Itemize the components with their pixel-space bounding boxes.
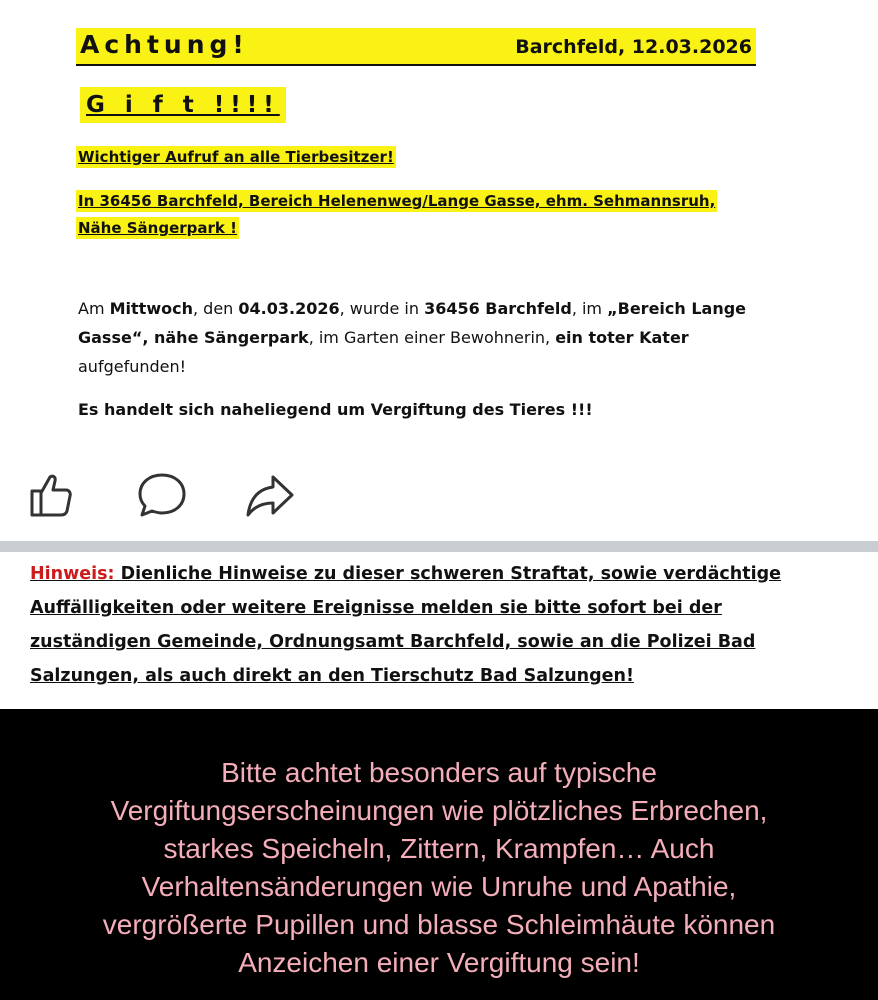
poisoning-statement: Es handelt sich naheliegend um Vergiftung des Tieres !!! bbox=[78, 400, 593, 419]
heading-gift: G i f t !!!! bbox=[80, 87, 286, 123]
warning-box bbox=[0, 709, 878, 1000]
warning-line: Bitte achtet besonders auf typische bbox=[221, 757, 657, 788]
warning-line: vergrößerte Pupillen und blasse Schleimhäute können bbox=[102, 909, 776, 940]
notice-label: Hinweis: bbox=[30, 564, 115, 584]
warning-line: Anzeichen einer Vergiftung sein! bbox=[238, 947, 640, 978]
share-arrow-icon bbox=[242, 467, 298, 523]
comment-button[interactable] bbox=[132, 465, 192, 525]
share-button[interactable] bbox=[240, 465, 300, 525]
document-image bbox=[0, 0, 878, 455]
post-actions-bar bbox=[0, 455, 878, 540]
incident-paragraph: Am Mittwoch, den 04.03.2026, wurde in 36456 Barchfeld, im „Bereich Lange Gasse“, nähe Sängerpark, im Garten einer Bewohnerin, ein toter Kater aufgefunden! bbox=[78, 299, 747, 376]
notice-line-4: Salzungen, als auch direkt an den Tierschutz Bad Salzungen! bbox=[30, 666, 634, 686]
location-line-2: Nähe Sängerpark ! bbox=[78, 219, 237, 237]
warning-line: Vergiftungserscheinungen wie plötzliches Erbrechen, bbox=[110, 795, 768, 826]
date-location: Barchfeld, 12.03.2026 bbox=[515, 36, 752, 58]
comment-bubble-icon bbox=[134, 467, 190, 523]
notice-line-1: Hinweis: Dienliche Hinweise zu dieser schweren Straftat, sowie verdächtige bbox=[30, 564, 781, 584]
section-divider bbox=[0, 541, 878, 552]
warning-line: Verhaltensänderungen wie Unruhe und Apathie, bbox=[141, 871, 737, 902]
like-button[interactable] bbox=[20, 465, 80, 525]
warning-line: starkes Speicheln, Zittern, Krampfen… Auch bbox=[163, 833, 715, 864]
notice-line-2: Auffälligkeiten oder weitere Ereignisse melden sie bitte sofort bei der bbox=[30, 598, 722, 618]
title-bar bbox=[76, 28, 756, 66]
notice-section bbox=[0, 552, 878, 708]
location-line-1: In 36456 Barchfeld, Bereich Helenenweg/Lange Gasse, ehm. Sehmannsruh, bbox=[78, 192, 716, 210]
notice-line-3: zuständigen Gemeinde, Ordnungsamt Barchfeld, sowie an die Polizei Bad bbox=[30, 632, 756, 652]
thumbs-up-icon bbox=[24, 469, 76, 521]
heading-achtung: Achtung! bbox=[80, 30, 249, 59]
appeal-line: Wichtiger Aufruf an alle Tierbesitzer! bbox=[78, 148, 394, 166]
